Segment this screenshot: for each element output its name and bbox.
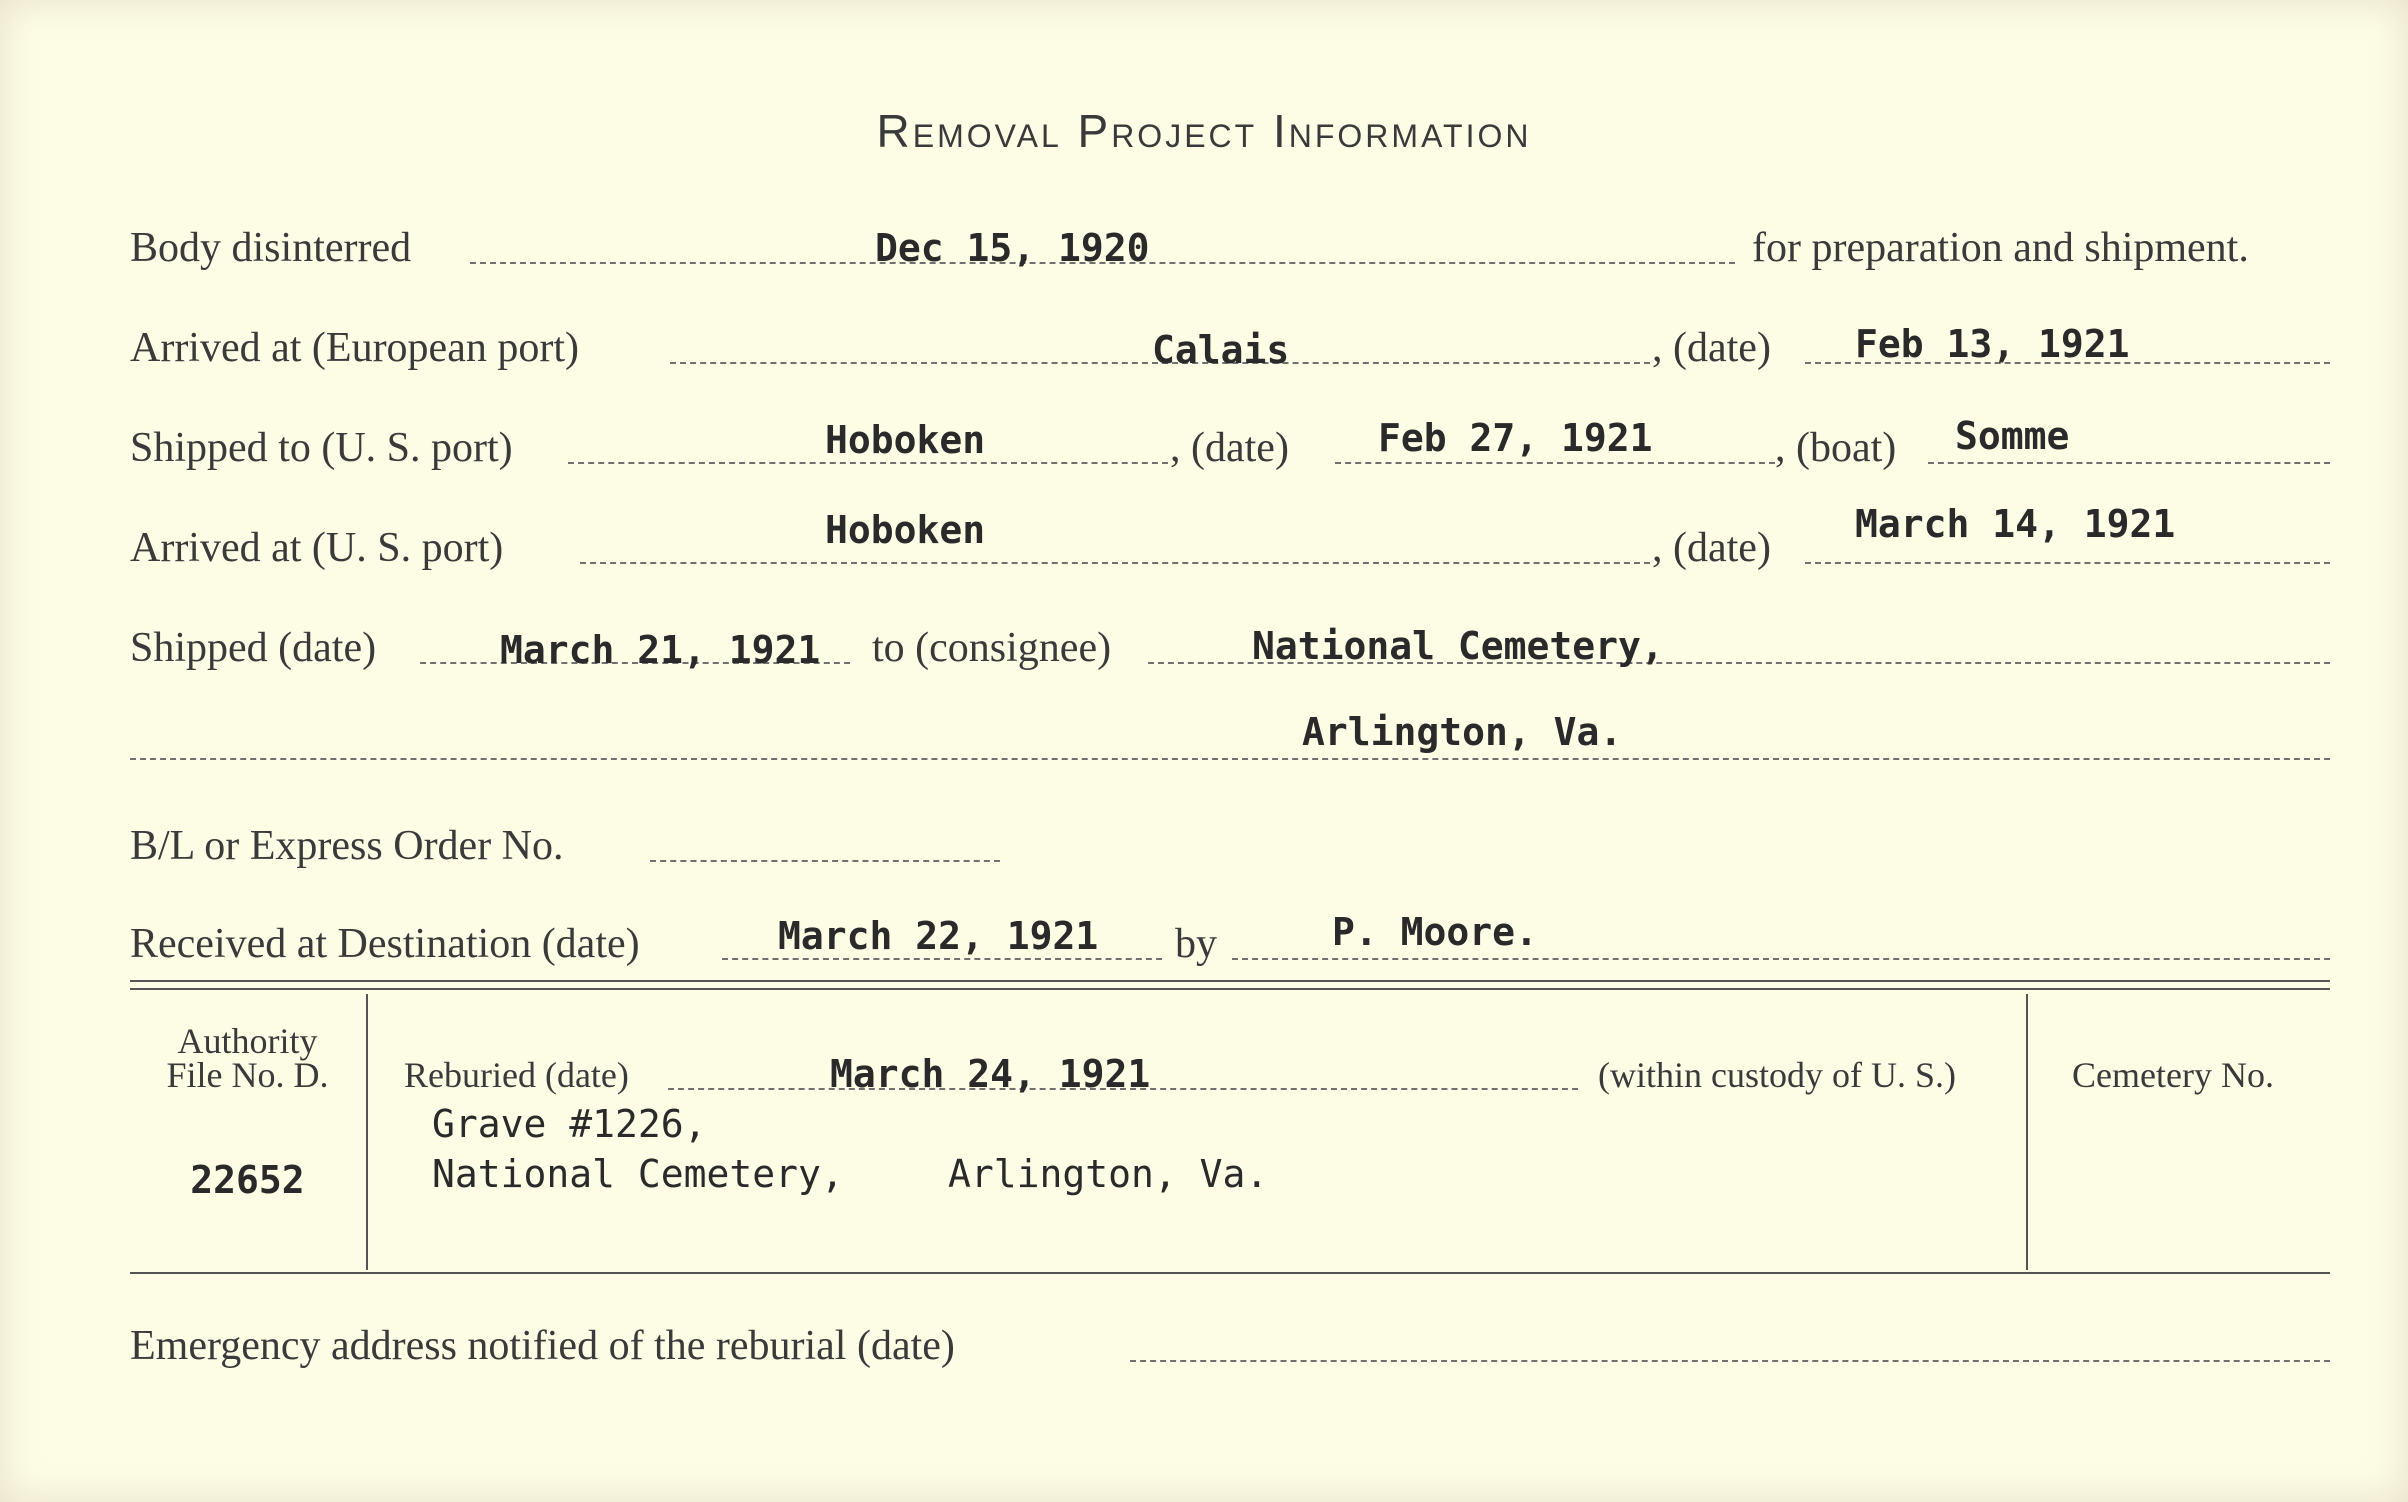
cemetery-no-label: Cemetery No. [2072, 1055, 2274, 1095]
emergency-line[interactable] [1130, 1360, 2330, 1362]
bl-order-label: B/L or Express Order No. [130, 823, 564, 869]
shipped-date[interactable]: March 21, 1921 [500, 628, 821, 672]
emergency-label: Emergency address notified of the reburial (date) [130, 1323, 955, 1369]
arrived-us-value[interactable]: Hoboken [825, 508, 986, 552]
shipped-to-us-boat-label: , (boat) [1775, 425, 1897, 471]
arrived-us-line [580, 562, 1650, 564]
european-port-date[interactable]: Feb 13, 1921 [1855, 322, 2130, 366]
page-title: Removal Project Information [876, 105, 1532, 157]
received-by[interactable]: P. Moore. [1332, 910, 1538, 954]
shipped-to-us-label: Shipped to (U. S. port) [130, 425, 513, 471]
received-by-line [1232, 958, 2330, 960]
box-divider-right [2026, 994, 2028, 1270]
box-top-rule-1 [130, 980, 2330, 982]
custody-note: (within custody of U. S.) [1598, 1055, 1956, 1095]
reburied-date[interactable]: March 24, 1921 [830, 1052, 1151, 1096]
consignee-line1[interactable]: National Cemetery, [1252, 624, 1664, 668]
box-bottom-rule [130, 1272, 2330, 1274]
box-top-rule-2 [130, 988, 2330, 990]
grave-line1[interactable]: Grave #1226, [432, 1102, 707, 1146]
body-disinterred-value[interactable]: Dec 15, 1920 [875, 226, 1150, 270]
consignee-line2[interactable]: Arlington, Va. [1302, 710, 1623, 754]
bl-order-line[interactable] [650, 860, 1000, 862]
shipped-to-us-boat-line [1928, 462, 2330, 464]
consignee-label: to (consignee) [872, 625, 1112, 671]
grave-line3[interactable]: Arlington, Va. [948, 1152, 1269, 1196]
body-disinterred-label: Body disinterred [130, 225, 412, 271]
shipped-to-us-date[interactable]: Feb 27, 1921 [1378, 416, 1653, 460]
shipped-to-us-date-line [1335, 462, 1775, 464]
received-label: Received at Destination (date) [130, 921, 640, 967]
arrived-us-date-label: , (date) [1652, 525, 1771, 571]
received-date[interactable]: March 22, 1921 [778, 914, 1099, 958]
authority-label [140, 1021, 355, 1095]
reburied-label: Reburied (date) [404, 1055, 629, 1095]
received-date-line [722, 958, 1162, 960]
arrived-us-date[interactable]: March 14, 1921 [1855, 502, 2176, 546]
body-disinterred-suffix: for preparation and shipment. [1752, 225, 2249, 271]
received-by-label: by [1175, 921, 1217, 967]
shipped-to-us-value[interactable]: Hoboken [825, 418, 986, 462]
shipped-to-us-line [568, 462, 1168, 464]
shipped-to-us-date-label: , (date) [1170, 425, 1289, 471]
shipped-date-label: Shipped (date) [130, 625, 377, 671]
shipped-to-us-boat[interactable]: Somme [1955, 414, 2070, 458]
consignee-continuation-line [130, 758, 2330, 760]
box-divider-left [366, 994, 368, 1270]
arrived-us-date-line [1805, 562, 2330, 564]
authority-label-line1: Authority [177, 1021, 318, 1061]
european-port-label: Arrived at (European port) [130, 325, 579, 371]
grave-line2[interactable]: National Cemetery, [432, 1152, 844, 1196]
authority-file-no[interactable]: 22652 [190, 1158, 305, 1202]
european-port-value[interactable]: Calais [1152, 328, 1290, 372]
authority-label-line2: File No. D. [166, 1055, 329, 1095]
european-port-date-label: , (date) [1652, 325, 1771, 371]
arrived-us-label: Arrived at (U. S. port) [130, 525, 504, 571]
